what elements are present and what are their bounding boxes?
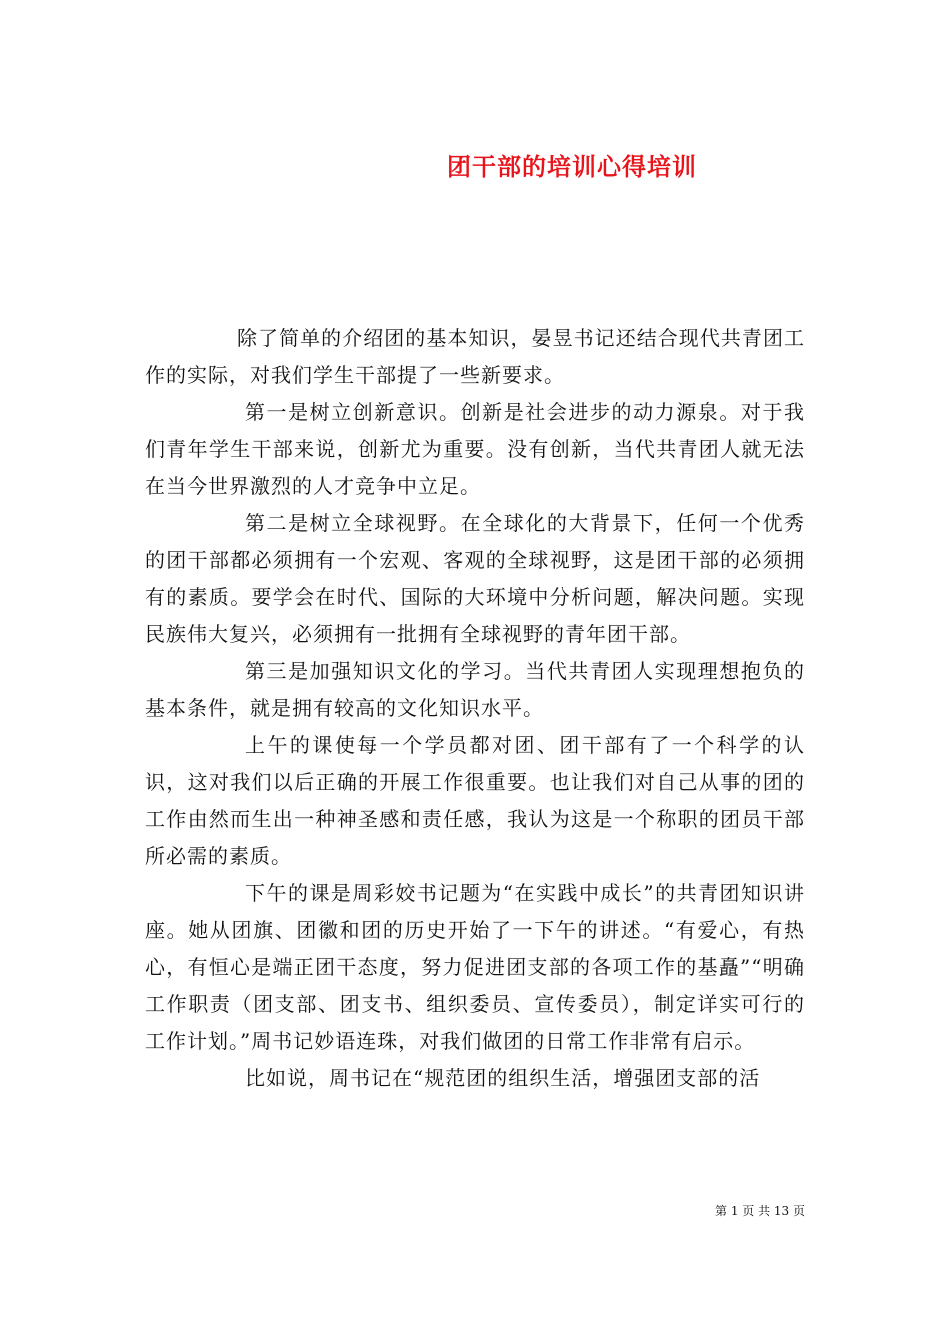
document-title: 团干部的培训心得培训 — [447, 153, 697, 182]
paragraph-4: 第三是加强知识文化的学习。当代共青团人实现理想抱负的基本条件，就是拥有较高的文化知识水平。 — [145, 659, 805, 720]
paragraph-6: 下午的课是周彩姣书记题为“在实践中成长”的共青团知识讲座。她从团旗、团徽和团的历史开始了一下午的讲述。“有爱心，有热心，有恒心是端正团干态度，努力促进团支部的各项工作的基矗”“明确工作职责（团支部、团支书、组织委员、宣传委员），制定详实可行的工作计划。”周书记妙语连珠，对我们做团的日常工作非常有启示。 — [145, 881, 805, 1053]
document-body — [145, 320, 805, 1097]
paragraph-2: 第一是树立创新意识。创新是社会进步的动力源泉。对于我们青年学生干部来说，创新尤为重要。没有创新，当代共青团人就无法在当今世界激烈的人才竞争中立足。 — [145, 400, 805, 498]
paragraph-5: 上午的课使每一个学员都对团、团干部有了一个科学的认识，这对我们以后正确的开展工作很重要。也让我们对自己从事的团的工作由然而生出一种神圣感和责任感，我认为这是一个称职的团员干部所必需的素质。 — [145, 733, 805, 868]
page-number: 第 1 页 共 13 页 — [715, 1204, 805, 1218]
paragraph-7: 比如说，周书记在“规范团的组织生活，增强团支部的活 — [245, 1066, 761, 1090]
paragraph-3: 第二是树立全球视野。在全球化的大背景下，任何一个优秀的团干部都必须拥有一个宏观、客观的全球视野，这是团干部的必须拥有的素质。要学会在时代、国际的大环境中分析问题，解决问题。实现民族伟大复兴，必须拥有一批拥有全球视野的青年团干部。 — [145, 511, 805, 646]
paragraph-1: 除了简单的介绍团的基本知识，晏昱书记还结合现代共青团工作的实际，对我们学生干部提了一些新要求。 — [145, 326, 805, 387]
